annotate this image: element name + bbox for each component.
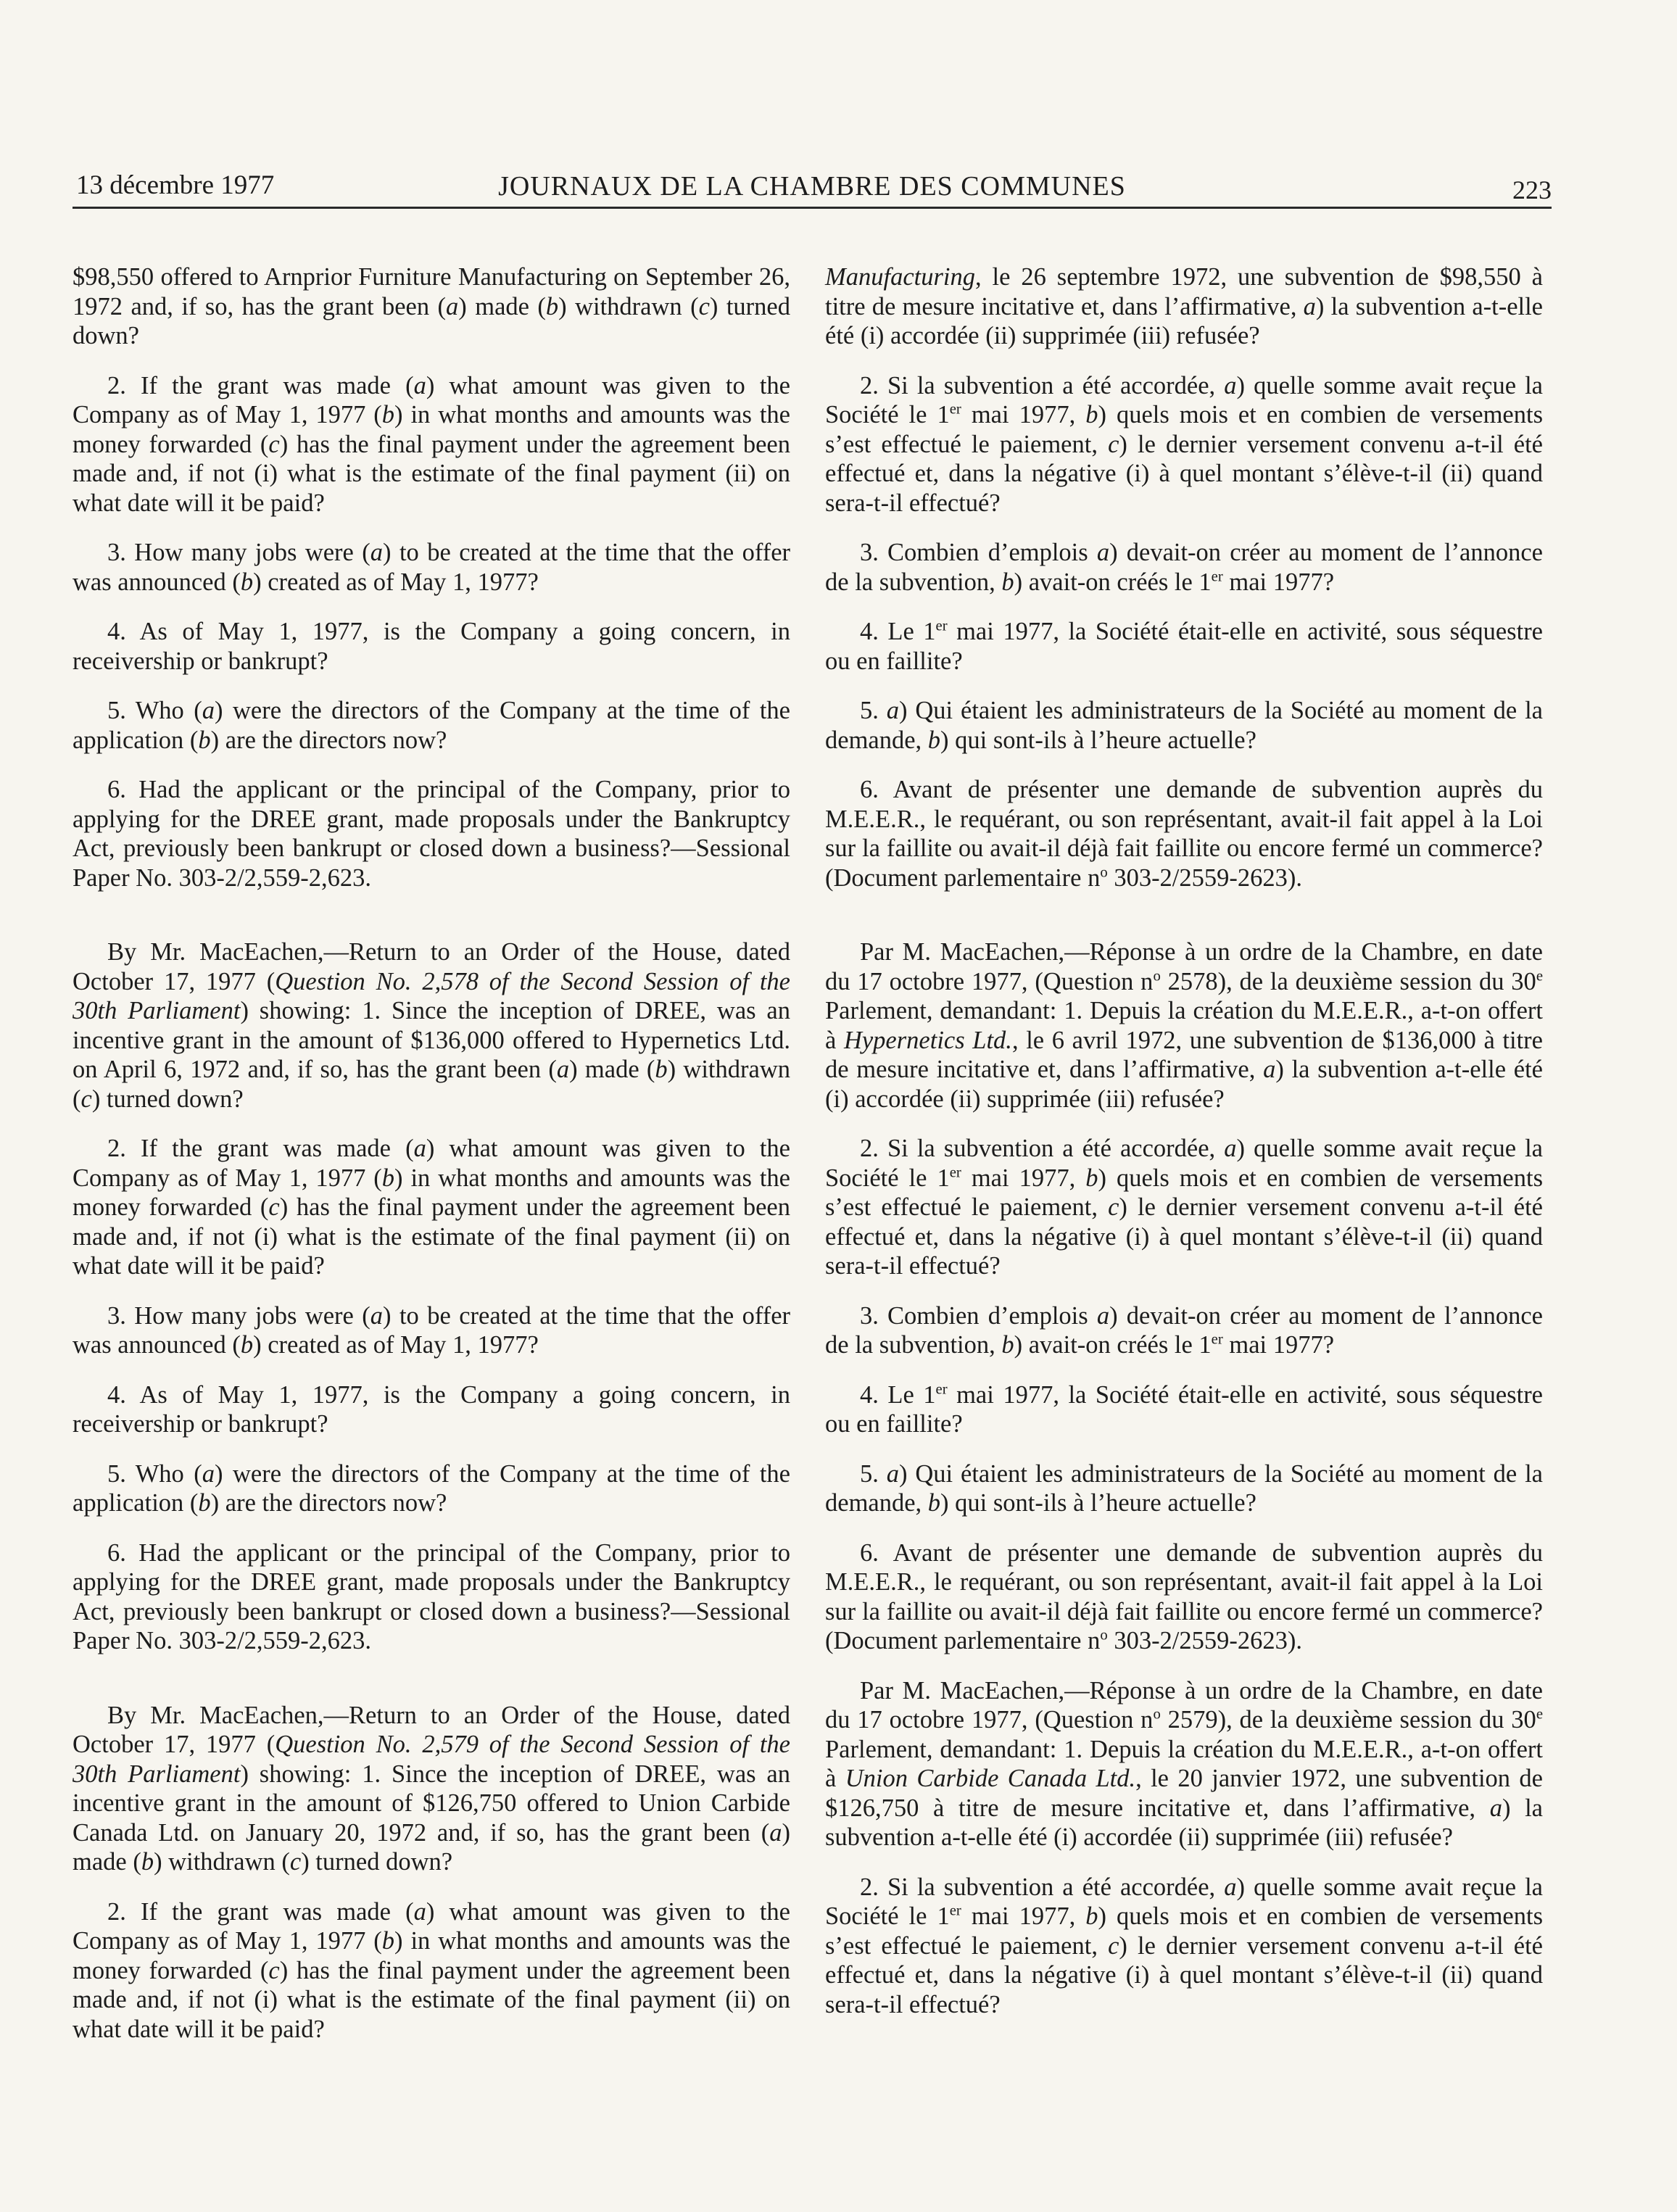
french-paragraph: 2. Si la subvention a été accordée, a) quelle somme avait reçue la Société le 1er mai 1977, b) quels mois et en combien de versements s’est effectué le paiement, c) le dernier versement convenu a-t-il été effectué et, dans la négative (i) à quel montant s’élève-t-il (ii) quand sera-t-il effectué? <box>825 371 1543 517</box>
french-paragraph: 4. Le 1er mai 1977, la Société était-elle en activité, sous séquestre ou en faillite? <box>825 1380 1543 1438</box>
english-paragraph: 3. How many jobs were (a) to be created at the time that the offer was announced (b) created as of May 1, 1977? <box>73 1301 790 1359</box>
french-paragraph: 6. Avant de présenter une demande de subvention auprès du M.E.E.R., le requérant, ou son représentant, avait-il fait appel à la Loi sur la faillite ou avait-il déjà fait faillite ou encore fermé un commerce? (Document parlementaire $n^o$ 303-2/2559-2623). <box>825 776 1543 892</box>
english-paragraph: 4. As of May 1, 1977, is the Company a going concern, in receivership or bankrupt? <box>73 1380 790 1438</box>
page-number: 223 <box>1512 175 1552 204</box>
english-paragraph: 5. Who (a) were the directors of the Company at the time of the application (b) are the directors now? <box>73 1459 790 1517</box>
english-paragraph: By Mr. MacEachen,—Return to an Order of the House, dated October 17, 1977 (Question No. 2,578 of the Second Session of the 30th Parliament) showing: 1. Since the inception of DREE, was an incentive grant in the amount of $136,000 offered to Hypernetics Ltd. on April 6, 1972 and, if so, has the grant been (a) made (b) withdrawn (c) turned down? <box>73 938 790 1113</box>
english-paragraph: 2. If the grant was made (a) what amount was given to the Company as of May 1, 1977 (b) in what months and amounts was the money forwarded (c) has the final payment under the agreement been made and, if not (i) what is the estimate of the final payment (ii) on what date will it be paid? <box>73 371 790 517</box>
english-paragraph: $98,550 offered to Arnprior Furniture Manufacturing on September 26, 1972 and, if so, has the grant been (a) made (b) withdrawn (c) turned down? <box>73 263 790 349</box>
french-column <box>825 262 1543 2039</box>
page-header <box>73 163 1552 209</box>
english-paragraph: 6. Had the applicant or the principal of the Company, prior to applying for the DREE grant, made proposals under the Bankruptcy Act, previously been bankrupt or closed down a business?—Sessional Paper No. 303-2/2,559-2,623. <box>73 1538 790 1654</box>
french-paragraph: 3. Combien d’emplois a) devait-on créer au moment de l’annonce de la subvention, b) avait-on créés le 1er mai 1977? <box>825 1301 1543 1359</box>
french-paragraph: 6. Avant de présenter une demande de subvention auprès du M.E.E.R., le requérant, ou son représentant, avait-il fait appel à la Loi sur la faillite ou avait-il déjà fait faillite ou encore fermé un commerce? (Document parlementaire $n^o$ 303-2/2559-2623). <box>825 1538 1543 1654</box>
french-paragraph: 2. Si la subvention a été accordée, a) quelle somme avait reçue la Société le 1er mai 1977, b) quels mois et en combien de versements s’est effectué le paiement, c) le dernier versement convenu a-t-il été effectué et, dans la négative (i) à quel montant s’élève-t-il (ii) quand sera-t-il effectué? <box>825 1873 1543 2018</box>
french-paragraph: Par M. MacEachen,—Réponse à un ordre de la Chambre, en date du 17 octobre 1977, (Question $n^o$ 2579), de la deuxième session du 30e Parlement, demandant: 1. Depuis la création du M.E.E.R., a-t-on offert à Union Carbide Canada Ltd., le 20 janvier 1972, une subvention de $126,750 à titre de mesure incitative et, dans l’affirmative, a) la subvention a-t-elle été (i) accordée (ii) supprimée (iii) refusée? <box>825 1676 1543 1851</box>
french-paragraph: 3. Combien d’emplois a) devait-on créer au moment de l’annonce de la subvention, b) avait-on créés le 1er mai 1977? <box>825 539 1543 596</box>
english-paragraph: 2. If the grant was made (a) what amount was given to the Company as of May 1, 1977 (b) in what months and amounts was the money forwarded (c) has the final payment under the agreement been made and, if not (i) what is the estimate of the final payment (ii) on what date will it be paid? <box>73 1897 790 2043</box>
journal-title: JOURNAUX DE LA CHAMBRE DES COMMUNES <box>498 171 1126 202</box>
english-paragraph: By Mr. MacEachen,—Return to an Order of the House, dated October 17, 1977 (Question No. 2,579 of the Second Session of the 30th Parliament) showing: 1. Since the inception of DREE, was an incentive grant in the amount of $126,750 offered to Union Carbide Canada Ltd. on January 20, 1972 and, if so, has the grant been (a) made (b) withdrawn (c) turned down? <box>73 1701 790 1876</box>
french-paragraph: 2. Si la subvention a été accordée, a) quelle somme avait reçue la Société le 1er mai 1977, b) quels mois et en combien de versements s’est effectué le paiement, c) le dernier versement convenu a-t-il été effectué et, dans la négative (i) à quel montant s’élève-t-il (ii) quand sera-t-il effectué? <box>825 1135 1543 1280</box>
english-paragraph: 2. If the grant was made (a) what amount was given to the Company as of May 1, 1977 (b) in what months and amounts was the money forwarded (c) has the final payment under the agreement been made and, if not (i) what is the estimate of the final payment (ii) on what date will it be paid? <box>73 1135 790 1280</box>
header-date: 13 décembre 1977 <box>76 170 275 200</box>
french-paragraph: 4. Le 1er mai 1977, la Société était-elle en activité, sous séquestre ou en faillite? <box>825 618 1543 675</box>
english-column <box>73 262 790 2064</box>
english-paragraph: 4. As of May 1, 1977, is the Company a going concern, in receivership or bankrupt? <box>73 618 790 675</box>
english-paragraph: 6. Had the applicant or the principal of the Company, prior to applying for the DREE grant, made proposals under the Bankruptcy Act, previously been bankrupt or closed down a business?—Sessional Paper No. 303-2/2,559-2,623. <box>73 776 790 892</box>
english-paragraph: 5. Who (a) were the directors of the Company at the time of the application (b) are the directors now? <box>73 697 790 754</box>
english-paragraph: 3. How many jobs were (a) to be created at the time that the offer was announced (b) created as of May 1, 1977? <box>73 539 790 596</box>
french-paragraph: 5. a) Qui étaient les administrateurs de la Société au moment de la demande, b) qui sont-ils à l’heure actuelle? <box>825 697 1543 754</box>
french-paragraph: 5. a) Qui étaient les administrateurs de la Société au moment de la demande, b) qui sont-ils à l’heure actuelle? <box>825 1459 1543 1517</box>
french-paragraph: Par M. MacEachen,—Réponse à un ordre de la Chambre, en date du 17 octobre 1977, (Question $n^o$ 2578), de la deuxième session du 30e Parlement, demandant: 1. Depuis la création du M.E.E.R., a-t-on offert à Hypernetics Ltd., le 6 avril 1972, une subvention de $136,000 à titre de mesure incitative et, dans l’affirmative, a) la subvention a-t-elle été (i) accordée (ii) supprimée (iii) refusée? <box>825 938 1543 1113</box>
french-paragraph: Manufacturing, le 26 septembre 1972, une subvention de $98,550 à titre de mesure incitative et, dans l’affirmative, a) la subvention a-t-elle été (i) accordée (ii) supprimée (iii) refusée? <box>825 263 1543 349</box>
